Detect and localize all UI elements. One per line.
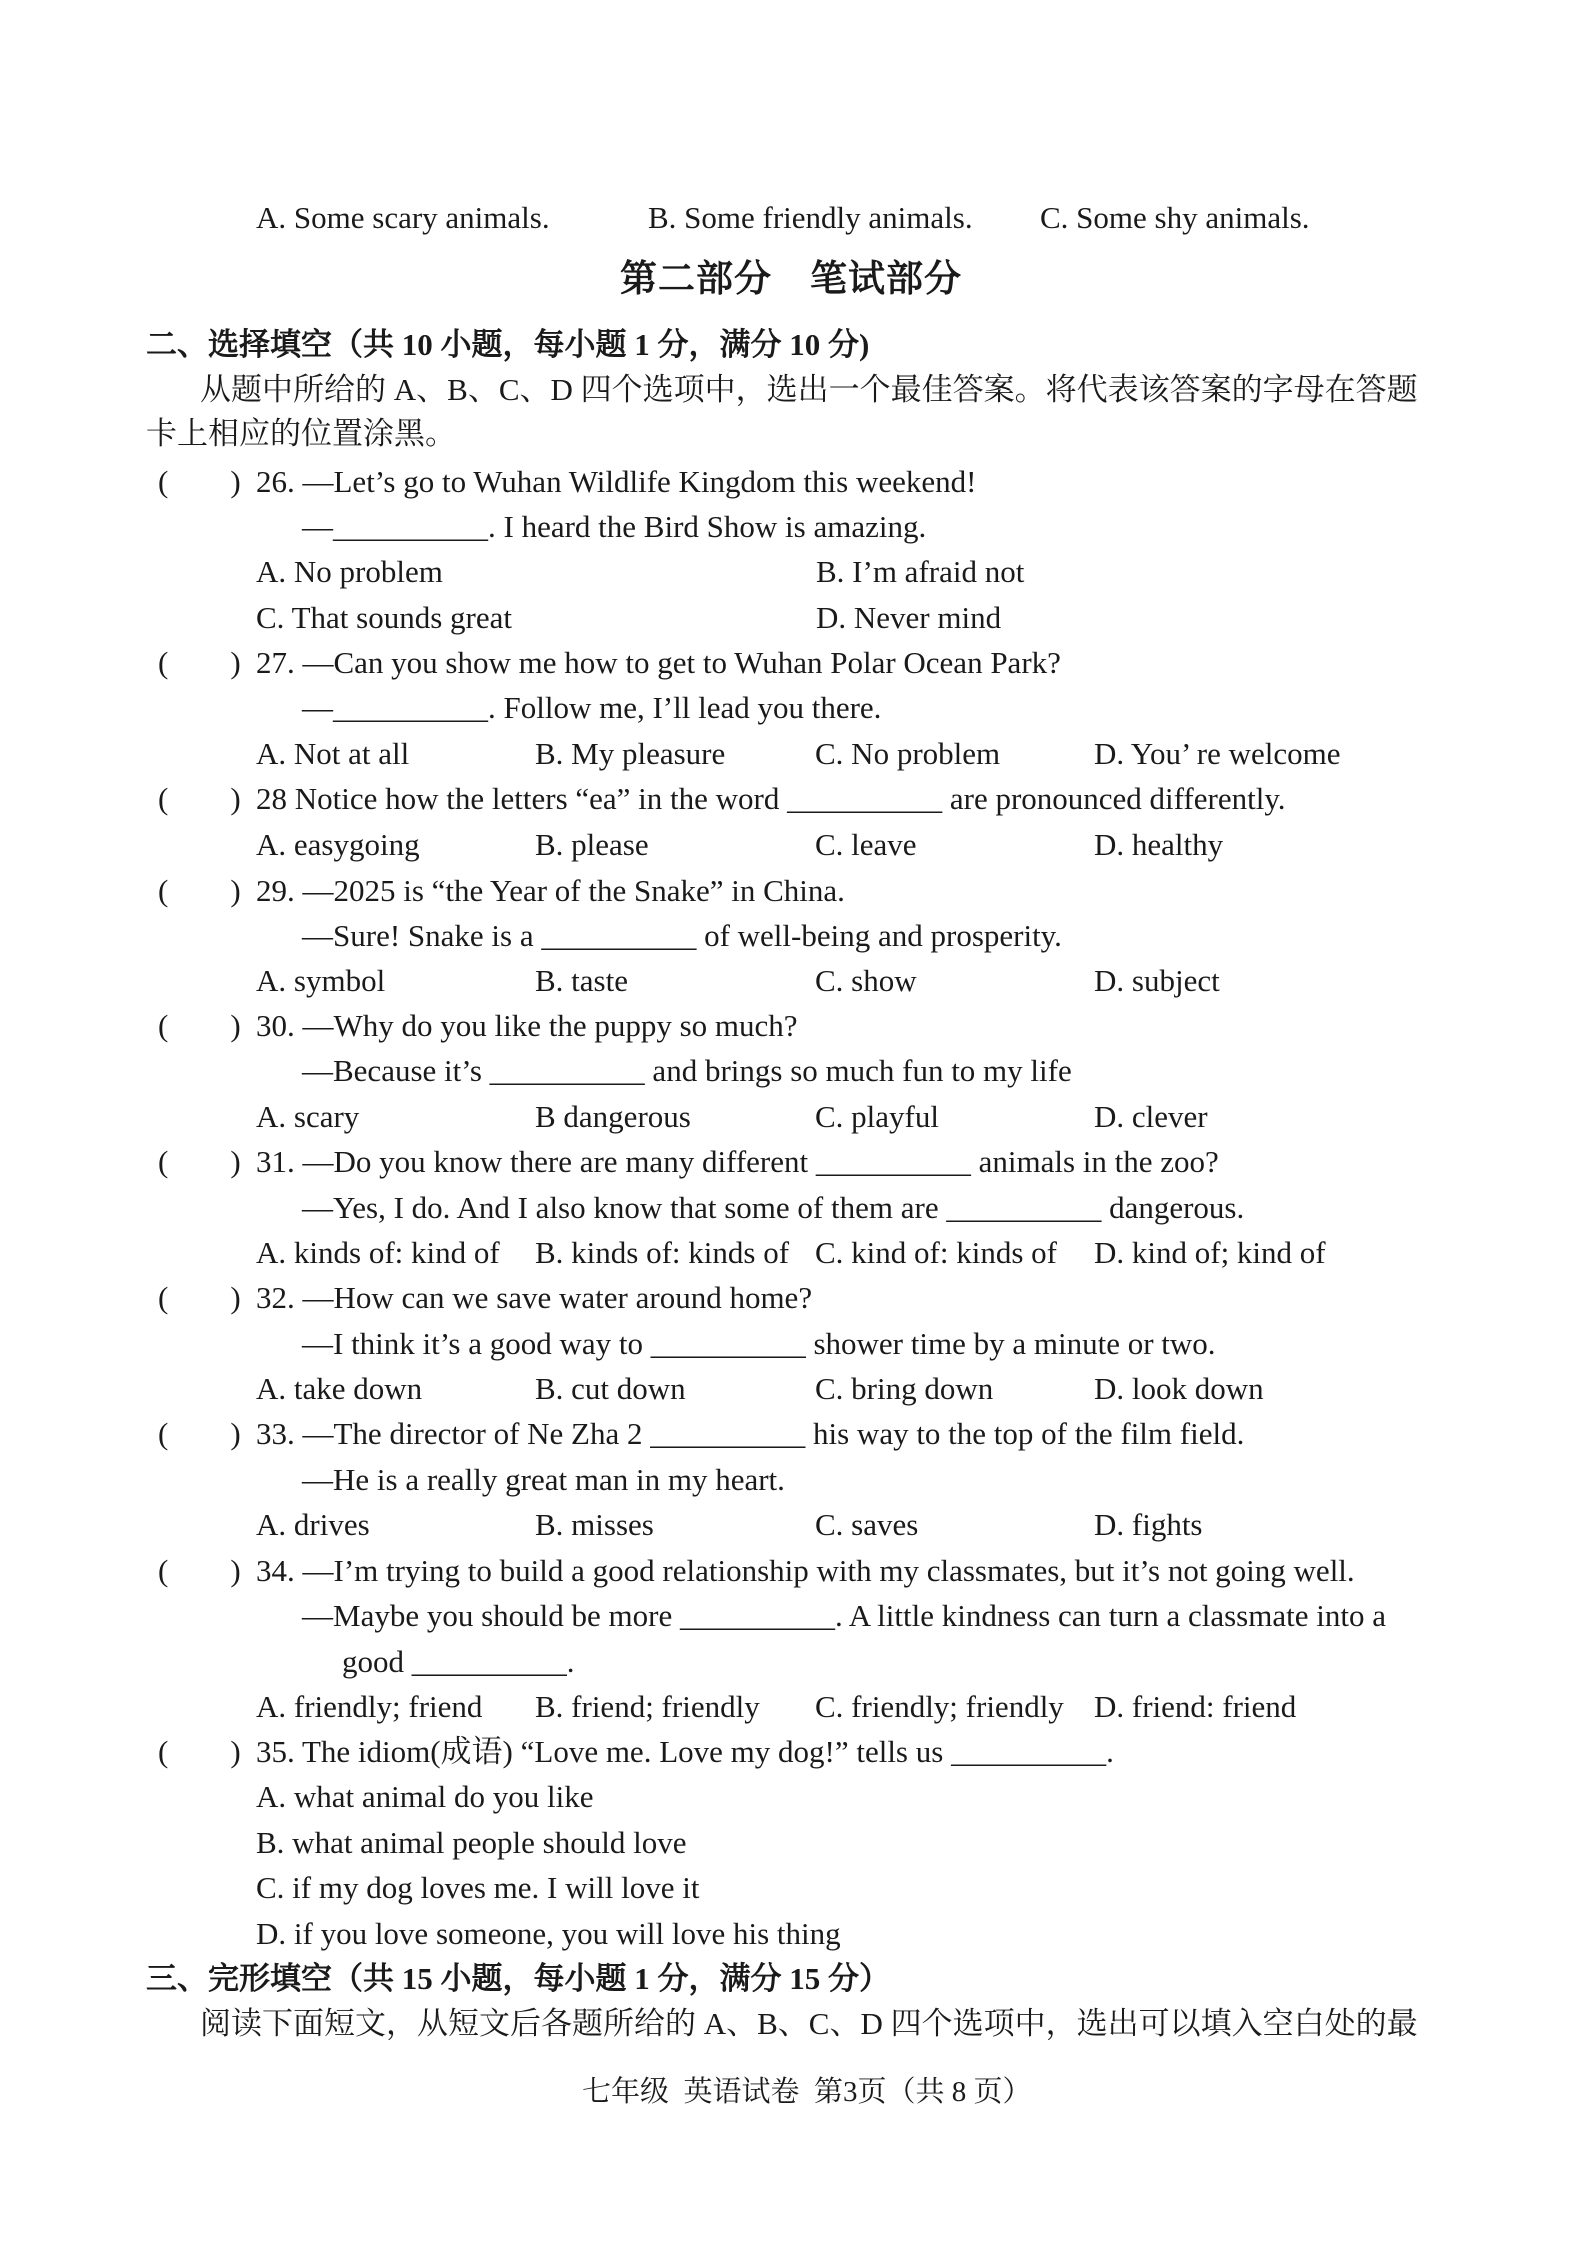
question-29-option-d: D. subject — [1094, 963, 1220, 998]
question-28-option-d: D. healthy — [1094, 827, 1224, 862]
question-29-option-a: A. symbol — [256, 963, 386, 998]
question-32-option-d: D. look down — [1094, 1371, 1264, 1406]
question-28-option-a: A. easygoing — [256, 827, 420, 862]
page-footer: 七年级 英语试卷 第3页（共 8 页） — [582, 2076, 1032, 2108]
question-29-stem: 29. —2025 is “the Year of the Snake” in China. — [256, 873, 845, 908]
answer-bracket: ( ) — [158, 1734, 241, 1769]
top-option-c: C. Some shy animals. — [1040, 200, 1310, 235]
question-31-line-2: —Yes, I do. And I also know that some of them are __________ dangerous. — [302, 1190, 1245, 1225]
question-27-option-d: D. You’ re welcome — [1094, 736, 1341, 771]
question-35-option-b: B. what animal people should love — [256, 1825, 687, 1860]
question-34-option-a: A. friendly; friend — [256, 1689, 483, 1724]
question-31-option-d: D. kind of; kind of — [1094, 1235, 1326, 1270]
question-31-option-a: A. kinds of: kind of — [256, 1235, 500, 1270]
question-32-option-c: C. bring down — [815, 1371, 994, 1406]
question-35-stem: 35. The idiom(成语) “Love me. Love my dog!” tells us __________. — [256, 1734, 1114, 1769]
question-35-option-c: C. if my dog loves me. I will love it — [256, 1870, 700, 1905]
answer-bracket: ( ) — [158, 781, 241, 816]
question-30-option-a: A. scary — [256, 1099, 360, 1134]
answer-bracket: ( ) — [158, 645, 241, 680]
question-34-option-b: B. friend; friendly — [535, 1689, 760, 1724]
question-33-option-b: B. misses — [535, 1507, 654, 1542]
question-31-stem: 31. —Do you know there are many different __________ animals in the zoo? — [256, 1144, 1219, 1179]
question-31-option-c: C. kind of: kinds of — [815, 1235, 1057, 1270]
question-33-stem: 33. —The director of Ne Zha 2 __________ his way to the top of the film field. — [256, 1416, 1245, 1451]
section-2-heading: 二、选择填空（共 10 小题，每小题 1 分，满分 10 分) — [146, 327, 870, 362]
question-28-option-c: C. leave — [815, 827, 917, 862]
section-2-instructions-line-2: 卡上相应的位置涂黑。 — [146, 416, 456, 451]
question-26-option-d: D. Never mind — [816, 600, 1002, 635]
question-32-option-a: A. take down — [256, 1371, 423, 1406]
question-27-option-b: B. My pleasure — [535, 736, 726, 771]
question-29-option-c: C. show — [815, 963, 917, 998]
question-34-line-2: —Maybe you should be more __________. A little kindness can turn a classmate into a — [302, 1598, 1386, 1633]
question-34-option-c: C. friendly; friendly — [815, 1689, 1064, 1724]
question-34-stem: 34. —I’m trying to build a good relationship with my classmates, but it’s not going well. — [256, 1553, 1355, 1588]
question-33-option-c: C. saves — [815, 1507, 919, 1542]
section-3-instructions-line-1: 阅读下面短文，从短文后各题所给的 A、B、C、D 四个选项中，选出可以填入空白处的最 — [200, 2006, 1418, 2041]
question-32-stem: 32. —How can we save water around home? — [256, 1280, 813, 1315]
question-35-option-d: D. if you love someone, you will love his thing — [256, 1916, 841, 1951]
answer-bracket: ( ) — [158, 873, 241, 908]
answer-bracket: ( ) — [158, 1008, 241, 1043]
question-28-stem: 28 Notice how the letters “ea” in the word __________ are pronounced differently. — [256, 781, 1286, 816]
question-27-stem: 27. —Can you show me how to get to Wuhan Polar Ocean Park? — [256, 645, 1061, 680]
part-title: 第二部分 笔试部分 — [620, 259, 962, 300]
top-option-b: B. Some friendly animals. — [648, 200, 973, 235]
answer-bracket: ( ) — [158, 464, 241, 499]
question-34-line-3: good __________. — [342, 1644, 575, 1679]
question-32-option-b: B. cut down — [535, 1371, 686, 1406]
question-26-option-c: C. That sounds great — [256, 600, 513, 635]
question-33-option-a: A. drives — [256, 1507, 370, 1542]
answer-bracket: ( ) — [158, 1280, 241, 1315]
question-30-stem: 30. —Why do you like the puppy so much? — [256, 1008, 798, 1043]
question-26-option-b: B. I’m afraid not — [816, 554, 1025, 589]
question-29-option-b: B. taste — [535, 963, 628, 998]
answer-bracket: ( ) — [158, 1553, 241, 1588]
question-26-line-2: —__________. I heard the Bird Show is amazing. — [302, 509, 927, 544]
question-32-line-2: —I think it’s a good way to __________ shower time by a minute or two. — [302, 1326, 1216, 1361]
question-35-option-a: A. what animal do you like — [256, 1779, 594, 1814]
question-27-option-c: C. No problem — [815, 736, 1001, 771]
question-30-option-c: C. playful — [815, 1099, 939, 1134]
question-34-option-d: D. friend: friend — [1094, 1689, 1297, 1724]
section-2-instructions-line-1: 从题中所给的 A、B、C、D 四个选项中，选出一个最佳答案。将代表该答案的字母在答题 — [200, 372, 1418, 407]
top-option-a: A. Some scary animals. — [256, 200, 550, 235]
question-33-option-d: D. fights — [1094, 1507, 1203, 1542]
question-27-option-a: A. Not at all — [256, 736, 410, 771]
question-30-line-2: —Because it’s __________ and brings so much fun to my life — [302, 1053, 1072, 1088]
question-26-option-a: A. No problem — [256, 554, 443, 589]
question-28-option-b: B. please — [535, 827, 649, 862]
answer-bracket: ( ) — [158, 1144, 241, 1179]
section-3-heading: 三、完形填空（共 15 小题，每小题 1 分，满分 15 分） — [146, 1961, 890, 1996]
question-30-option-b: B dangerous — [535, 1099, 691, 1134]
question-31-option-b: B. kinds of: kinds of — [535, 1235, 790, 1270]
question-26-stem: 26. —Let’s go to Wuhan Wildlife Kingdom this weekend! — [256, 464, 977, 499]
question-29-line-2: —Sure! Snake is a __________ of well-being and prosperity. — [302, 918, 1062, 953]
question-33-line-2: —He is a really great man in my heart. — [302, 1462, 785, 1497]
question-30-option-d: D. clever — [1094, 1099, 1208, 1134]
question-27-line-2: —__________. Follow me, I’ll lead you there. — [302, 690, 882, 725]
answer-bracket: ( ) — [158, 1416, 241, 1451]
